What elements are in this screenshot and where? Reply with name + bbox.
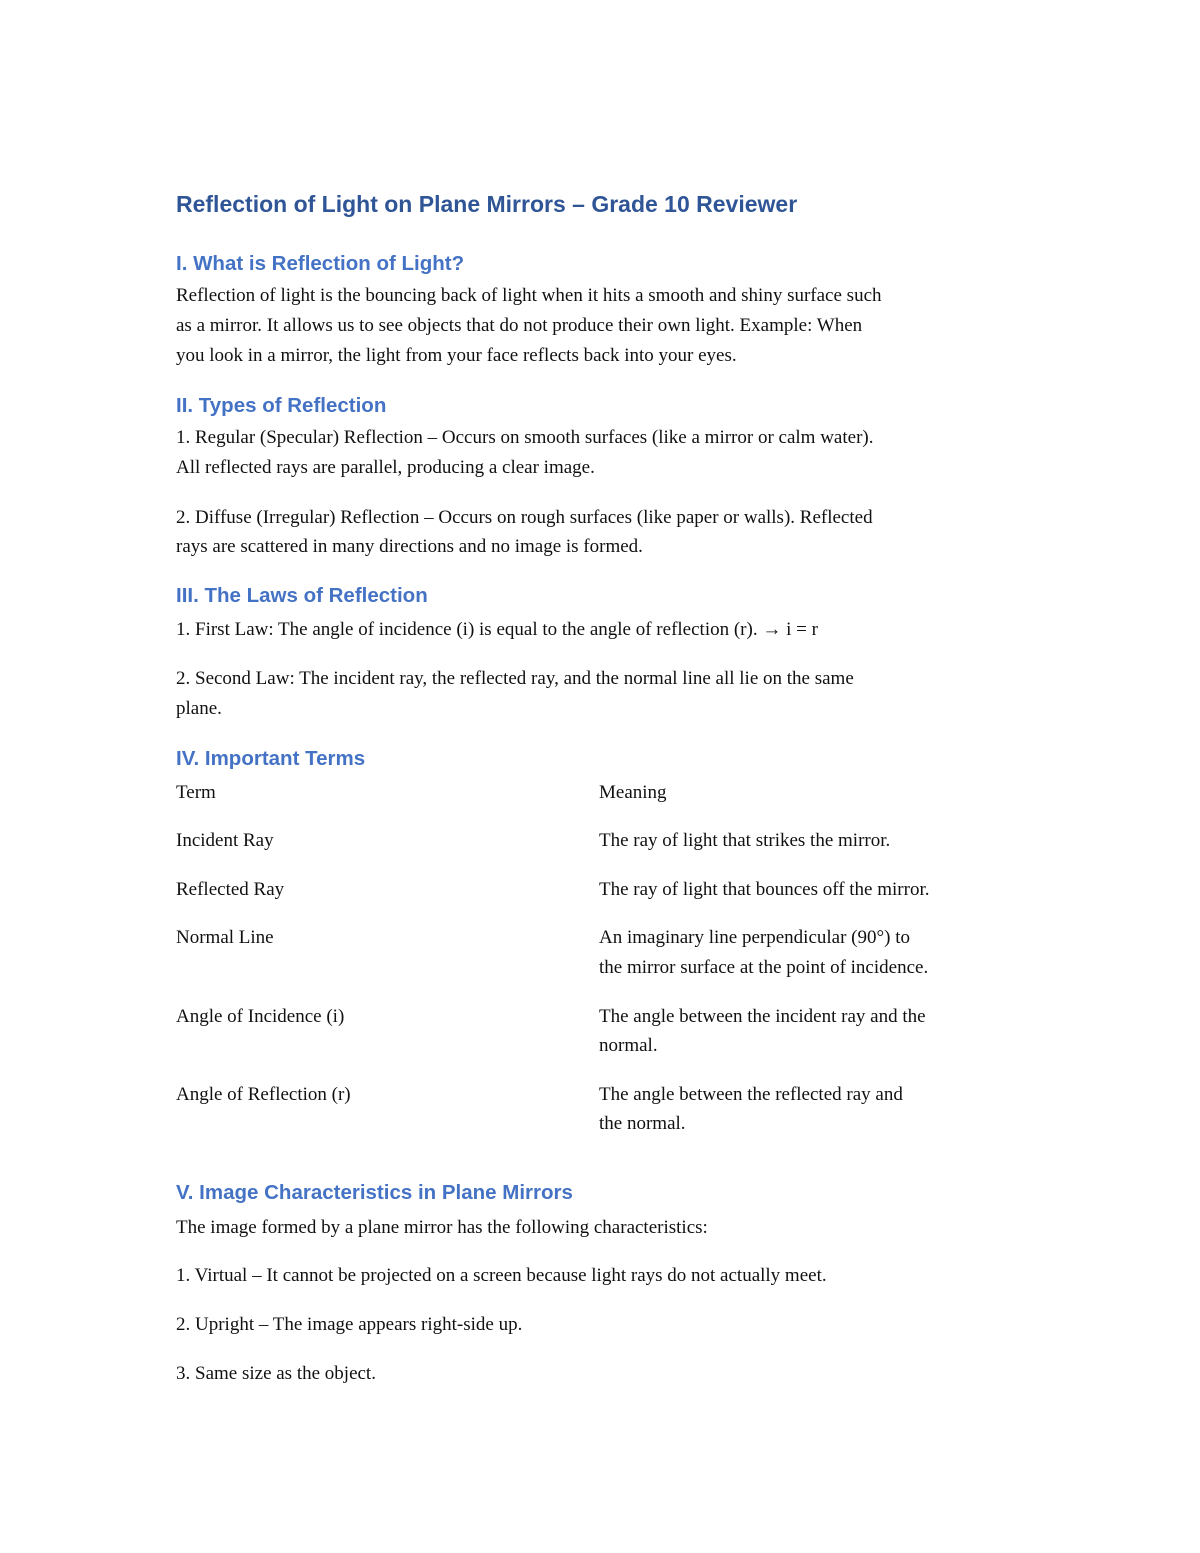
meaning-cell: An imaginary line perpendicular (90°) to (599, 927, 910, 948)
paragraph-line: Reflection of light is the bouncing back of light when it hits a smooth and shiny surface such (176, 285, 882, 306)
list-item-line: 2. Diffuse (Irregular) Reflection – Occurs on rough surfaces (like paper or walls). Reflected (176, 507, 873, 528)
list-item: 2. Upright – The image appears right-side up. (176, 1314, 523, 1335)
term-cell: Normal Line (176, 927, 274, 948)
term-cell: Incident Ray (176, 830, 274, 851)
section-heading-laws-of-reflection: III. The Laws of Reflection (176, 584, 428, 607)
intro-text: The image formed by a plane mirror has the following characteristics: (176, 1217, 708, 1238)
list-item: 3. Same size as the object. (176, 1363, 376, 1384)
first-law-text: 1. First Law: The angle of incidence (i) is equal to the angle of reflection (r). → i = r (176, 619, 818, 640)
meaning-cell: The ray of light that strikes the mirror. (599, 830, 891, 851)
meaning-cell: The ray of light that bounces off the mirror. (599, 879, 930, 900)
term-cell: Angle of Incidence (i) (176, 1006, 345, 1027)
list-item-line: All reflected rays are parallel, producing a clear image. (176, 457, 595, 478)
second-law-line: 2. Second Law: The incident ray, the reflected ray, and the normal line all lie on the same (176, 668, 854, 689)
list-item-line: 1. Regular (Specular) Reflection – Occurs on smooth surfaces (like a mirror or calm water). (176, 427, 874, 448)
column-header-meaning: Meaning (599, 782, 667, 803)
section-heading-important-terms: IV. Important Terms (176, 747, 366, 770)
meaning-cell: The angle between the incident ray and the (599, 1006, 926, 1027)
meaning-cell: The angle between the reflected ray and (599, 1084, 903, 1105)
second-law-line: plane. (176, 698, 222, 719)
section-heading-image-characteristics: V. Image Characteristics in Plane Mirrors (176, 1181, 573, 1204)
list-item-line: rays are scattered in many directions and no image is formed. (176, 536, 643, 557)
term-cell: Angle of Reflection (r) (176, 1084, 351, 1105)
meaning-cell: the mirror surface at the point of incidence. (599, 957, 929, 978)
meaning-cell: normal. (599, 1035, 658, 1056)
paragraph-line: as a mirror. It allows us to see objects that do not produce their own light. Example: When (176, 315, 863, 336)
section-heading-what-is-reflection: I. What is Reflection of Light? (176, 252, 465, 275)
list-item: 1. Virtual – It cannot be projected on a screen because light rays do not actually meet. (176, 1265, 827, 1286)
document-title: Reflection of Light on Plane Mirrors – Grade 10 Reviewer (176, 191, 798, 217)
meaning-cell: the normal. (599, 1113, 686, 1134)
paragraph-line: you look in a mirror, the light from your face reflects back into your eyes. (176, 345, 737, 366)
term-cell: Reflected Ray (176, 879, 285, 900)
section-heading-types-of-reflection: II. Types of Reflection (176, 394, 387, 417)
column-header-term: Term (176, 782, 216, 803)
